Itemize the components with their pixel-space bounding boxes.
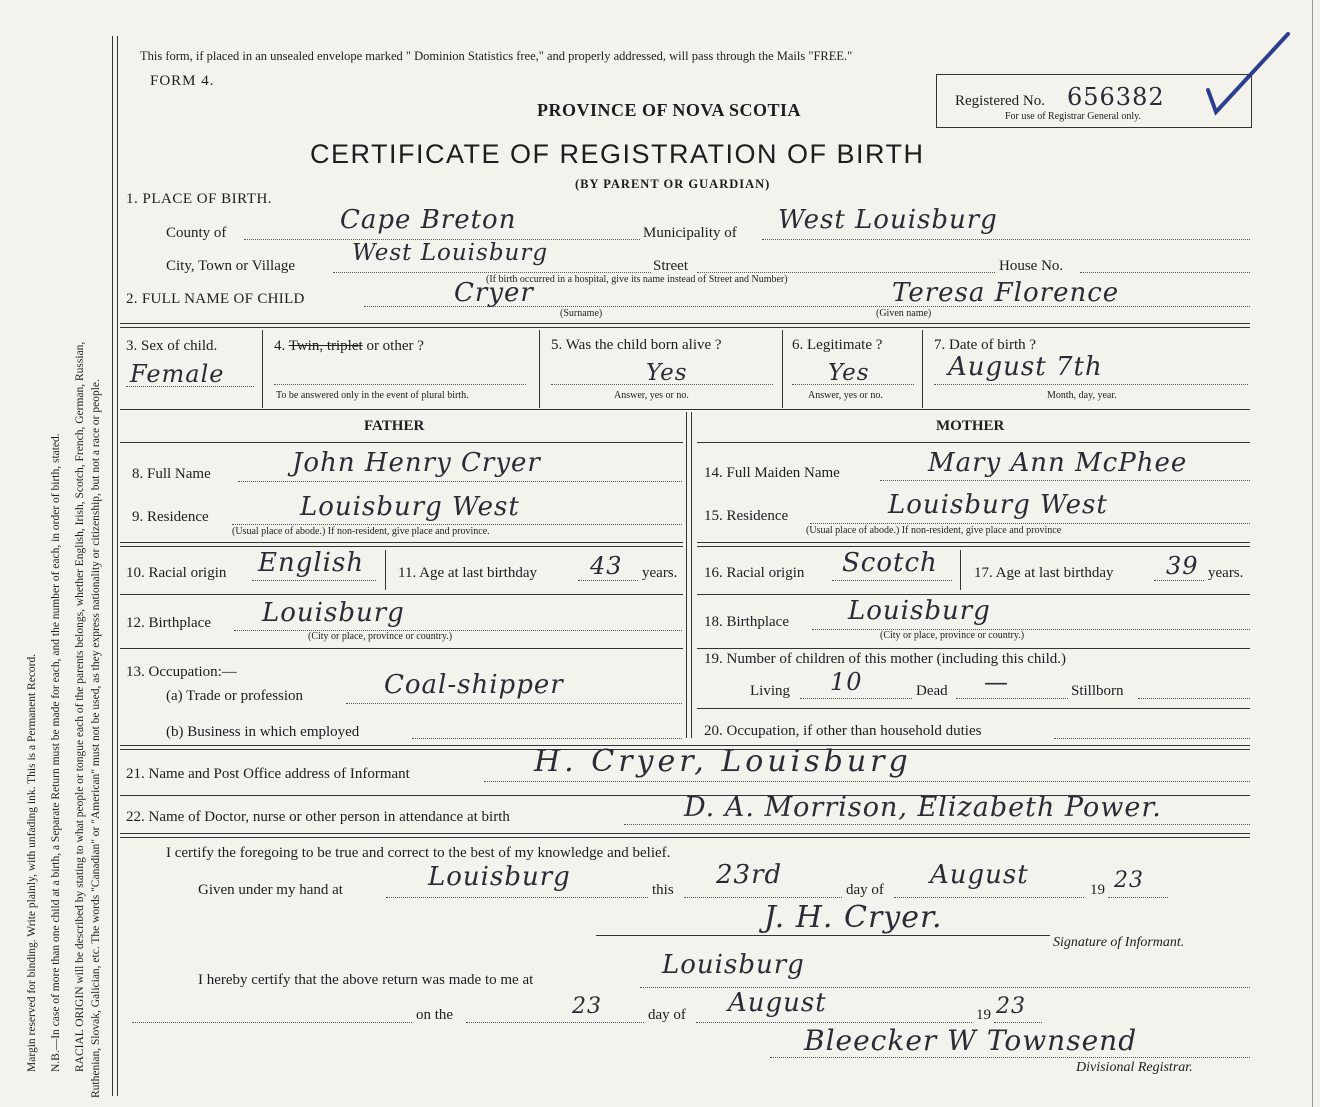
father-residence-label: 9. Residence: [132, 509, 209, 525]
house-label: House No.: [999, 258, 1064, 274]
registrar-signature: Bleecker W Townsend: [804, 1024, 1138, 1057]
father-years: years.: [642, 565, 678, 581]
mother-birthplace: Louisburg: [848, 596, 991, 626]
signature-caption: Signature of Informant.: [1053, 935, 1185, 950]
given-year-prefix: 19: [1090, 882, 1105, 898]
sex-label: 3. Sex of child.: [126, 338, 218, 354]
father-business-label: (b) Business in which employed: [166, 724, 360, 740]
given-year-suffix: 23: [1114, 868, 1144, 893]
province-heading: PROVINCE OF NOVA SCOTIA: [537, 100, 802, 120]
mother-residence: Louisburg West: [888, 490, 1108, 520]
registrar-caption: Divisional Registrar.: [1076, 1060, 1193, 1075]
certify-text: I certify the foregoing to be true and correct to the best of my knowledge and belief.: [166, 845, 671, 861]
twin-note: To be answered only in the event of plural birth.: [276, 390, 469, 401]
registrar-on-the-label: on the: [416, 1007, 454, 1023]
father-birthplace-note: (City or place, province or country.): [308, 631, 453, 642]
child-given-name: Teresa Florence: [892, 278, 1120, 308]
street-label: Street: [653, 258, 688, 274]
mother-children-label: 19. Number of children of this mother (including this child.): [704, 651, 1067, 667]
mother-occupation-label: 20. Occupation, if other than household duties: [704, 723, 982, 739]
living-value: 10: [830, 668, 863, 696]
twin-other: or other ?: [366, 338, 424, 354]
informant-label: 21. Name and Post Office address of Informant: [126, 766, 410, 782]
checkmark-icon: [1200, 30, 1300, 120]
margin-note-racial-origin-2: Ruthenian, Slovak, Galician, etc. The words "Canadian" or "American" must not be used, as they express nationality or citizenship, but not a race or people.: [90, 379, 102, 1098]
given-day-of-label: day of: [846, 882, 884, 898]
registrar-certify-text: I hereby certify that the above return was made to me at: [198, 972, 534, 988]
legit-label: 6. Legitimate ?: [792, 337, 883, 353]
father-birthplace: Louisburg: [262, 598, 405, 628]
given-name-caption: (Given name): [876, 308, 932, 319]
mother-racial: Scotch: [842, 548, 938, 578]
given-place: Louisburg: [428, 862, 571, 892]
certificate-title: CERTIFICATE OF REGISTRATION OF BIRTH: [310, 139, 925, 169]
dob-value: August 7th: [948, 352, 1103, 382]
child-name-label: 2. FULL NAME OF CHILD: [126, 291, 305, 307]
county-value: Cape Breton: [340, 205, 517, 235]
given-day: 23rd: [716, 860, 783, 890]
registrar-year-prefix: 19: [976, 1007, 991, 1023]
mother-birthplace-label: 18. Birthplace: [704, 614, 789, 630]
mother-birthplace-note: (City or place, province or country.): [880, 630, 1025, 641]
father-residence: Louisburg West: [300, 492, 520, 522]
father-birthplace-label: 12. Birthplace: [126, 615, 211, 631]
child-surname: Cryer: [454, 278, 534, 308]
mother-racial-label: 16. Racial origin: [704, 565, 805, 581]
twin-struck: Twin, triplet: [288, 338, 363, 354]
father-trade-label: (a) Trade or profession: [166, 688, 304, 704]
mother-name: Mary Ann McPhee: [928, 448, 1188, 478]
stillborn-label: Stillborn: [1071, 683, 1124, 699]
alive-value: Yes: [646, 360, 688, 386]
margin-note-multiple-births: N.B.—In case of more than one child at a birth, a Separate Return must be made for each, and the number of each, in order of birth, stated.: [50, 433, 62, 1072]
mother-residence-label: 15. Residence: [704, 508, 789, 524]
hospital-note: (If birth occurred in a hospital, give its name instead of Street and Number): [486, 274, 788, 285]
father-name: John Henry Cryer: [292, 448, 541, 478]
twin-number: 4.: [274, 338, 286, 354]
form-number: FORM 4.: [150, 73, 215, 89]
given-label: Given under my hand at: [198, 882, 343, 898]
father-racial: English: [258, 548, 365, 578]
mother-age: 39: [1166, 552, 1199, 580]
dead-label: Dead: [916, 683, 948, 699]
registered-label: Registered No.: [955, 93, 1045, 109]
informant-value: H. Cryer, Louisburg: [534, 744, 912, 779]
legit-answer-note: Answer, yes or no.: [808, 390, 883, 401]
father-abode-note: (Usual place of abode.) If non-resident, give place and province.: [232, 526, 490, 537]
municipality-value: West Louisburg: [778, 205, 998, 235]
father-heading: FATHER: [364, 418, 425, 434]
city-label: City, Town or Village: [166, 258, 296, 274]
alive-label: 5. Was the child born alive ?: [551, 337, 722, 353]
attendant-label: 22. Name of Doctor, nurse or other person in attendance at birth: [126, 809, 510, 825]
margin-note-binding: Margin reserved for binding. Write plainly, with unfading ink. This is a Permanent Record.: [26, 653, 38, 1072]
this-label: this: [652, 882, 674, 898]
legit-value: Yes: [828, 360, 870, 386]
certificate-subtitle: (BY PARENT OR GUARDIAN): [575, 177, 771, 191]
municipality-label: Municipality of: [643, 225, 737, 241]
free-mail-notice: This form, if placed in an unsealed envelope marked " Dominion Statistics free," and properly addressed, will pass through the Mails "FREE.": [140, 49, 853, 63]
mother-heading: MOTHER: [936, 418, 1005, 434]
place-of-birth-heading: 1. PLACE OF BIRTH.: [126, 191, 273, 207]
margin-note-racial-origin-1: RACIAL ORIGIN will be described by stating to what people or tongue each of the parents belongs, whether English, Irish, Scotch, French, German, Russian,: [74, 341, 86, 1072]
dob-note: Month, day, year.: [1047, 390, 1117, 401]
twin-label: [274, 338, 424, 355]
mother-age-label: 17. Age at last birthday: [974, 565, 1114, 581]
father-racial-label: 10. Racial origin: [126, 565, 227, 581]
registrar-year-suffix: 23: [996, 994, 1026, 1019]
registered-number: 656382: [1067, 83, 1165, 111]
registrar-day: 23: [572, 994, 602, 1019]
registrar-month: August: [728, 988, 827, 1018]
registrar-note: For use of Registrar General only.: [1005, 111, 1141, 122]
father-name-label: 8. Full Name: [132, 466, 211, 482]
mother-name-label: 14. Full Maiden Name: [704, 465, 840, 481]
attendant-value: D. A. Morrison, Elizabeth Power.: [684, 792, 1162, 823]
father-occupation-label: 13. Occupation:—: [126, 664, 237, 680]
father-age: 43: [590, 552, 623, 580]
registrar-day-of-label: day of: [648, 1007, 686, 1023]
living-label: Living: [750, 683, 790, 699]
father-trade: Coal-shipper: [384, 670, 564, 700]
mother-years: years.: [1208, 565, 1244, 581]
given-month: August: [930, 860, 1029, 890]
city-value: West Louisburg: [352, 240, 549, 266]
dead-value: —: [984, 668, 1009, 696]
mother-abode-note: (Usual place of abode.) If non-resident, give place and province: [806, 525, 1062, 536]
sex-value: Female: [130, 360, 225, 388]
surname-caption: (Surname): [560, 308, 603, 319]
registrar-place: Louisburg: [662, 950, 805, 980]
father-age-label: 11. Age at last birthday: [398, 565, 537, 581]
county-label: County of: [166, 225, 227, 241]
informant-signature: J. H. Cryer.: [764, 900, 943, 935]
dob-label: 7. Date of birth ?: [934, 337, 1037, 353]
alive-answer-note: Answer, yes or no.: [614, 390, 689, 401]
